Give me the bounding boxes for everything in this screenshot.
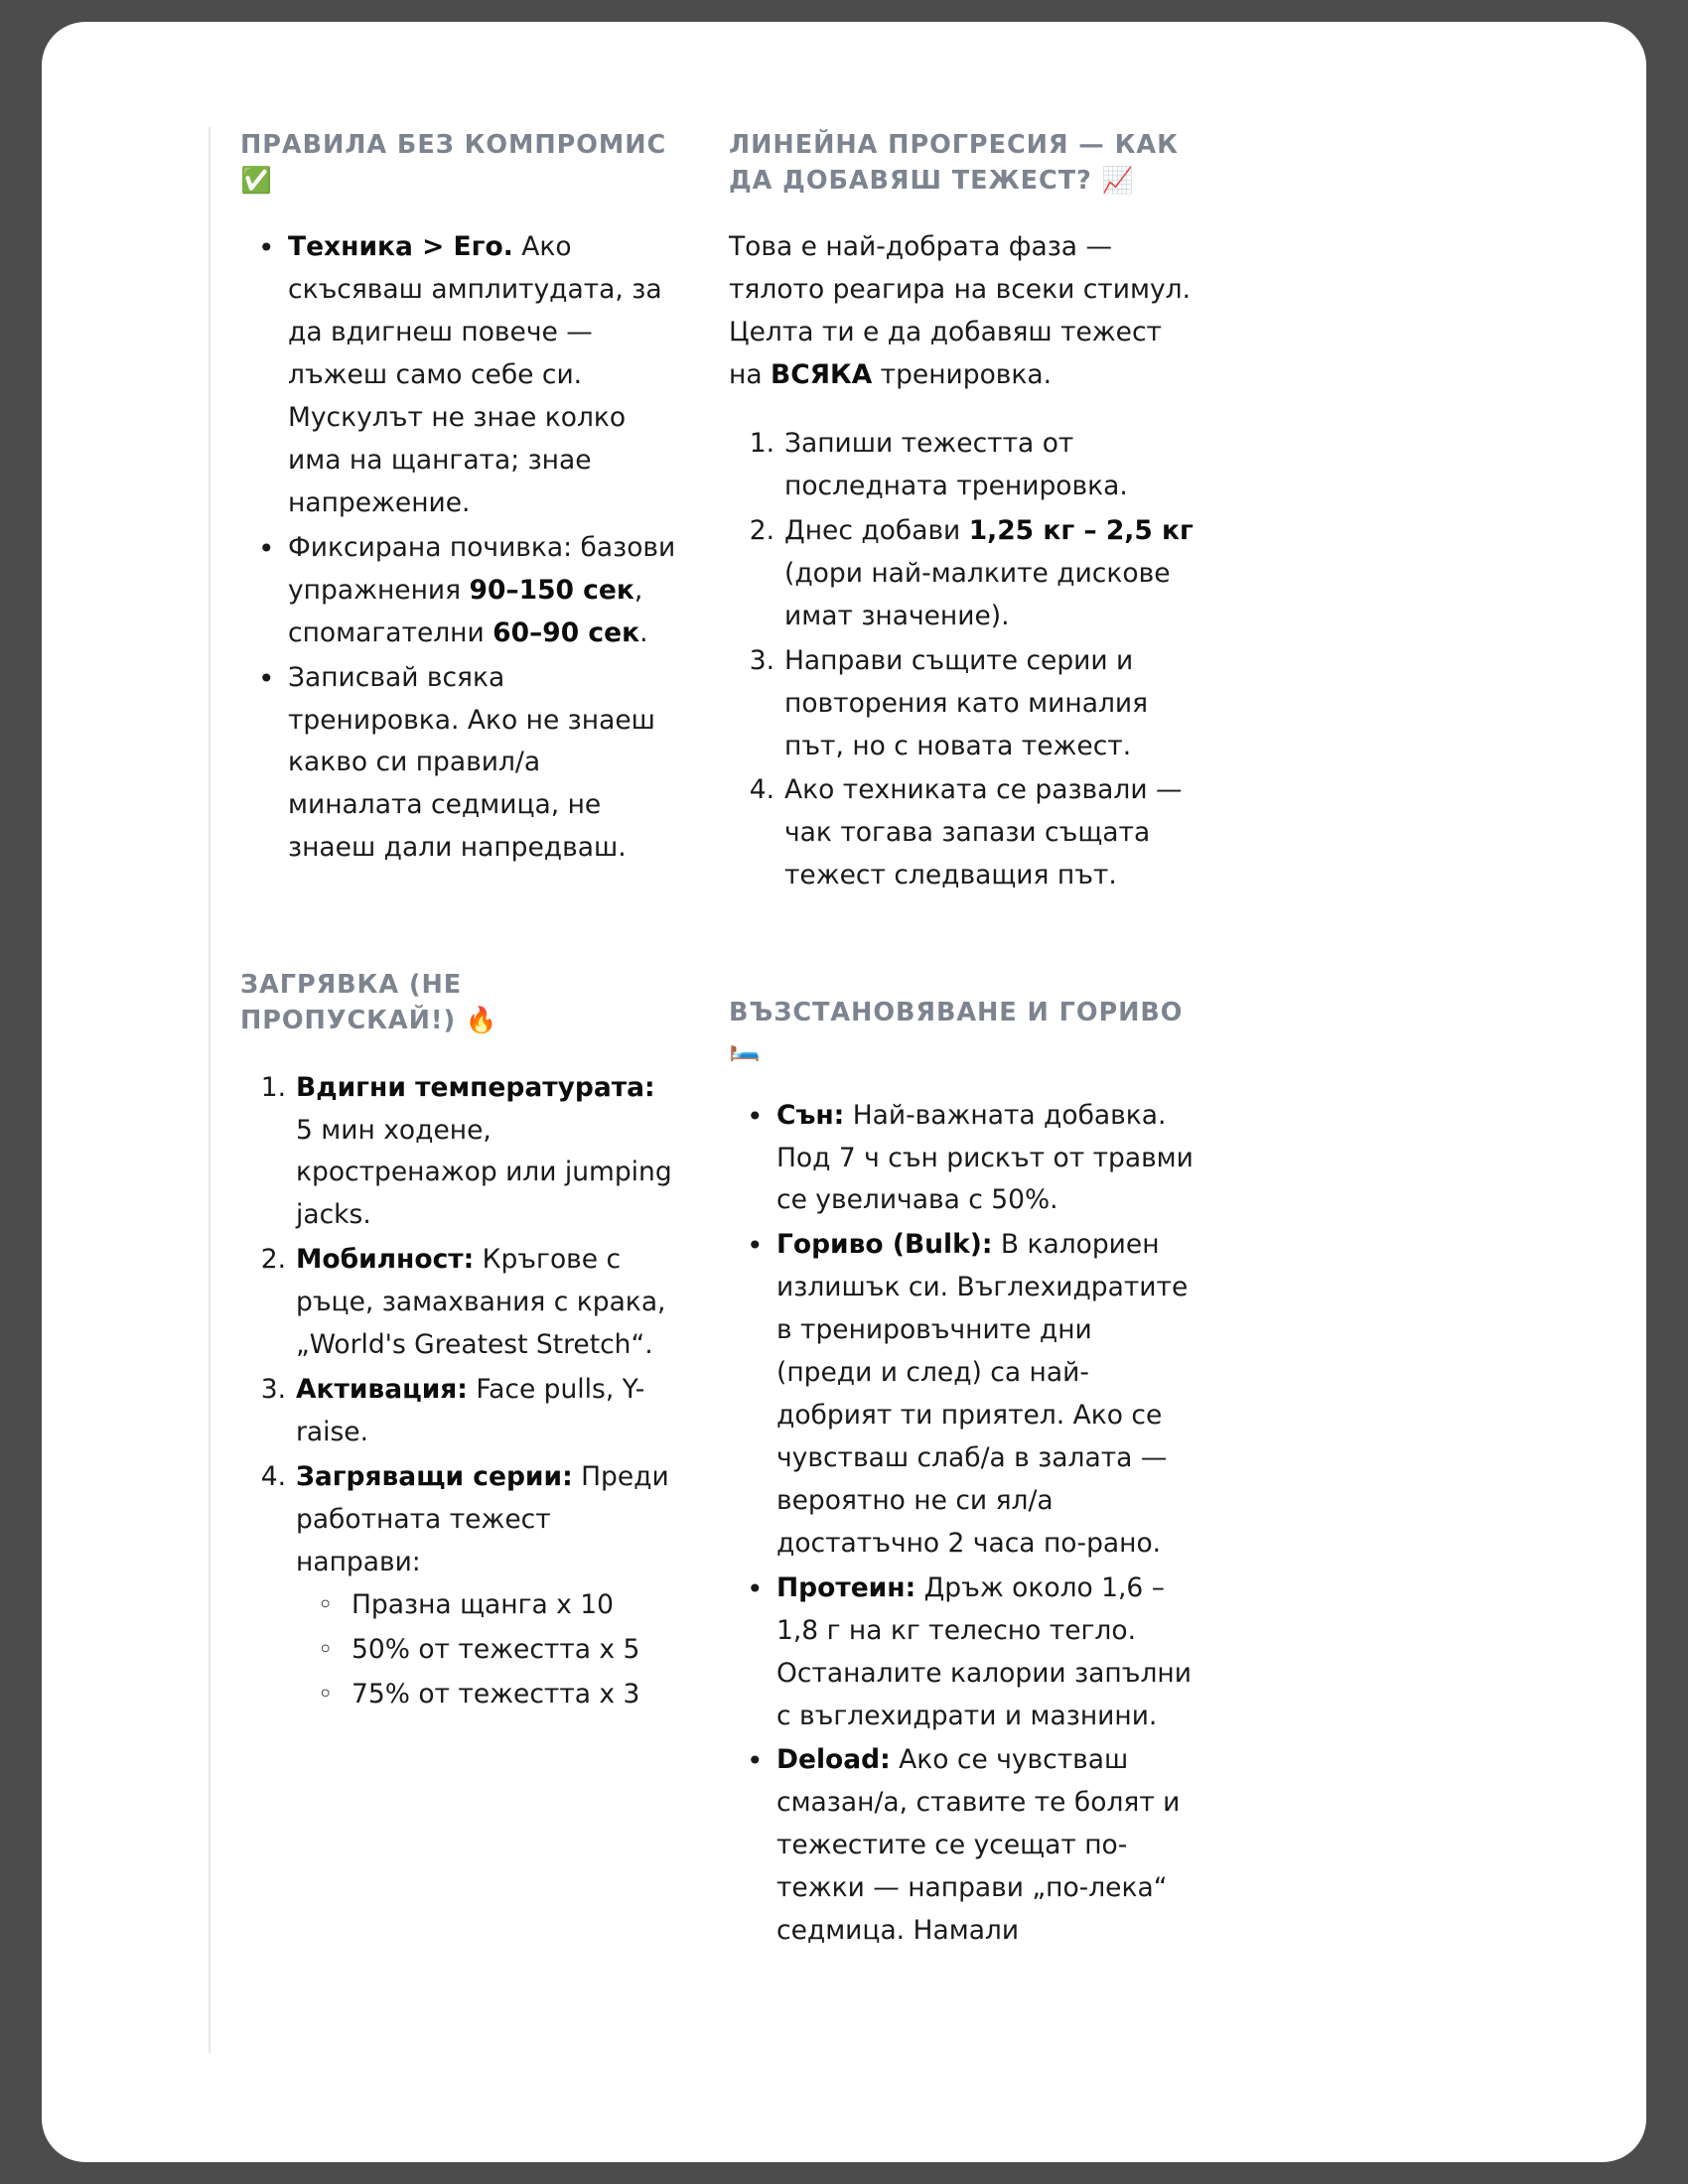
list-item-emphasis: 1,25 кг – 2,5 кг	[968, 514, 1194, 546]
section-heading-warmup	[240, 967, 677, 1038]
list-item	[729, 1095, 1196, 1223]
list-item	[240, 1239, 677, 1367]
list-item-emphasis: 90–150 сек	[469, 574, 634, 606]
progression-intro	[729, 226, 1196, 397]
list-item	[240, 1456, 677, 1716]
list-item	[729, 1739, 1196, 1953]
list-item-lead: Вдигни температурата:	[296, 1071, 655, 1103]
list-item-lead: Гориво (Bulk):	[776, 1229, 993, 1261]
list-item	[729, 1224, 1196, 1565]
section-heading-rules-text: ПРАВИЛА БЕЗ КОМПРОМИС	[240, 130, 667, 160]
section-progression	[729, 127, 1196, 897]
list-item	[729, 640, 1196, 768]
sub-list-item: ◦ 50% от тежестта x 5	[296, 1629, 677, 1672]
rules-list	[240, 226, 677, 870]
list-item	[729, 1568, 1196, 1738]
list-item-text: Най-важната добавка. Под 7 ч сън рискът от травми се увеличава с 50%.	[776, 1099, 1194, 1216]
list-item-lead: Загряващи серии:	[296, 1460, 573, 1492]
document-card	[42, 22, 1646, 2162]
section-warmup	[240, 967, 677, 1715]
column-rules	[240, 127, 677, 1955]
recovery-list	[729, 1095, 1196, 1953]
list-item-text: Направи същите серии и повторения като миналия път, но с новата тежест.	[784, 644, 1149, 761]
list-item	[240, 527, 677, 655]
list-item-text: Ако се чувстваш смазан/а, ставите те болят и тежестите се усещат по-тежки — направи „по-лека“ седмица. Намали	[776, 1744, 1181, 1947]
section-heading-progression-text: ЛИНЕЙНА ПРОГРЕСИЯ — КАК ДА ДОБАВЯШ ТЕЖЕСТ?	[729, 130, 1179, 197]
chart-increasing-emoji: 📈	[1101, 166, 1134, 197]
sub-list-item: ◦ Празна щанга x 10	[296, 1584, 677, 1627]
list-item-text: В калориен излишък си. Въглехидратите в тренировъчните дни (преди и след) са най-добрият ти приятел. Ако се чувстваш слаб/а в залата — вероятно не си ял/а достатъчно 2 часа по-рано.	[776, 1229, 1189, 1559]
progression-intro-after: тренировка.	[872, 359, 1053, 391]
list-item-text: Фиксирана почивка: базови упражнения	[288, 531, 676, 606]
list-item-text-2: , спомагателни	[288, 574, 643, 648]
list-item	[729, 769, 1196, 897]
progression-list	[729, 423, 1196, 897]
bed-emoji: 🛏️	[729, 1033, 761, 1064]
list-item	[240, 1067, 677, 1238]
column-progression-recovery	[729, 127, 1196, 1955]
list-item-lead: Deload:	[776, 1744, 891, 1776]
sub-list-item: ◦ 75% от тежестта x 3	[296, 1674, 677, 1716]
list-item-text: 5 мин ходене, кростренажор или jumping jacks.	[296, 1114, 672, 1231]
list-item-lead: Техника > Его.	[288, 231, 513, 263]
section-heading-recovery-text: ВЪЗСТАНОВЯВАНЕ И ГОРИВО	[729, 998, 1184, 1028]
section-recovery	[729, 995, 1196, 1953]
list-item-text: Кръгове с ръце, замахвания с крака, „World's Greatest Stretch“.	[296, 1244, 666, 1361]
list-item-lead: Сън:	[776, 1099, 845, 1131]
list-item-lead: Активация:	[296, 1374, 468, 1406]
list-item-text: Днес добави	[784, 514, 969, 546]
list-item-text: Дръж около 1,6 – 1,8 г на кг телесно тегло. Останалите калории запълни с въглехидрати и мазнини.	[776, 1571, 1192, 1731]
list-item-text-2: (дори най-малките дискове имат значение).	[784, 557, 1171, 631]
progression-intro-emphasis: ВСЯКА	[771, 359, 873, 391]
list-item	[729, 423, 1196, 508]
list-item-text: Ако скъсяваш амплитудата, за да вдигнеш повече — лъжеш само себе си. Мускулът не знае колко има на щангата; знае напрежение.	[288, 231, 662, 518]
section-heading-warmup-text: ЗАГРЯВКА (НЕ ПРОПУСКАЙ!)	[240, 970, 463, 1036]
check-mark-button-emoji: ✅	[240, 166, 272, 197]
section-heading-recovery	[729, 995, 1196, 1066]
list-item-lead: Протеин:	[776, 1571, 916, 1603]
warmup-sub-list	[296, 1584, 677, 1716]
list-item-text: Преди работната тежест направи:	[296, 1460, 669, 1577]
list-item-text-3: .	[639, 616, 648, 648]
list-item-text: Запиши тежестта от последната тренировка.	[784, 428, 1128, 502]
section-heading-progression	[729, 127, 1196, 199]
fire-emoji: 🔥	[465, 1006, 497, 1036]
list-item-text: Face pulls, Y-raise.	[296, 1374, 645, 1448]
progression-intro-before: Това е най-добрата фаза — тялото реагира на всеки стимул. Целта ти е да добавяш тежест на	[729, 231, 1191, 391]
list-item	[240, 226, 677, 524]
list-item-emphasis-2: 60–90 сек	[492, 616, 640, 648]
document-sheet	[42, 22, 1646, 2162]
list-item	[729, 510, 1196, 638]
left-vertical-rule	[209, 127, 211, 2053]
list-item-text: Ако техниката се развали — чак тогава запази същата тежест следващия път.	[784, 774, 1183, 891]
warmup-list	[240, 1067, 677, 1716]
section-rules	[240, 127, 677, 870]
list-item-lead: Мобилност:	[296, 1244, 475, 1276]
section-heading-rules	[240, 127, 677, 199]
list-item	[240, 1369, 677, 1454]
list-item	[240, 657, 677, 871]
list-item-text: Записвай всяка тренировка. Ако не знаеш какво си правил/а миналата седмица, не знаеш дали напредваш.	[288, 661, 655, 864]
content-grid	[240, 127, 1620, 1955]
